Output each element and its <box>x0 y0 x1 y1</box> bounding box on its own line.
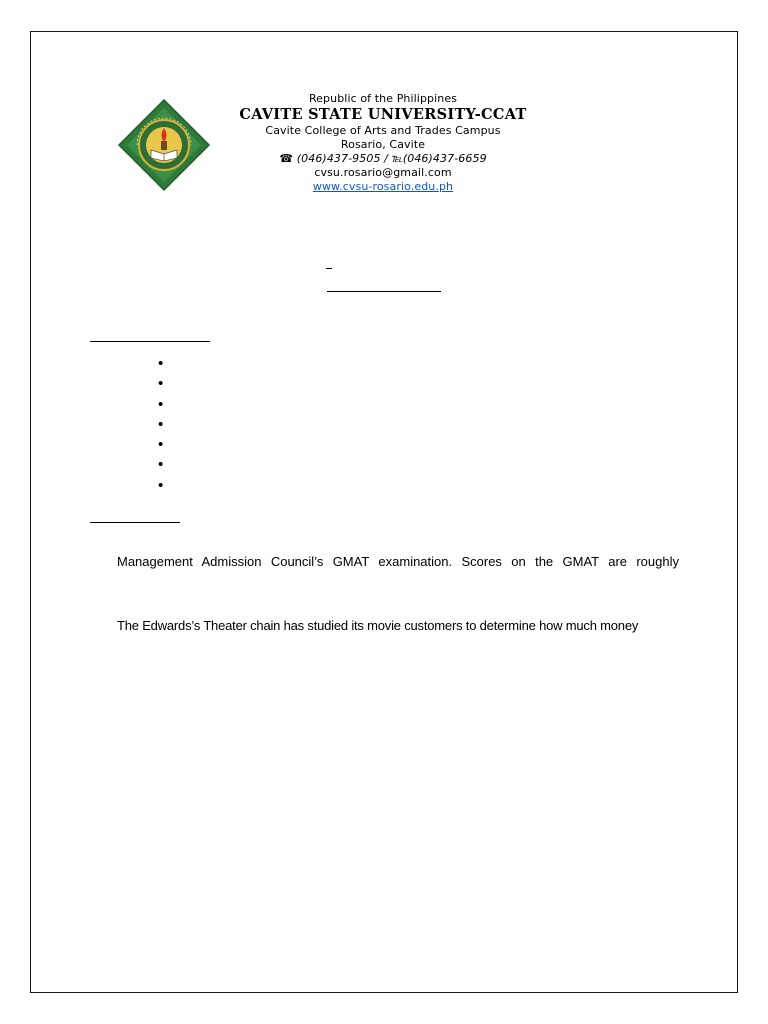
phone-icon: ☎ <box>279 152 294 165</box>
website-link[interactable]: www.cvsu-rosario.edu.ph <box>312 180 454 193</box>
list-item <box>158 478 163 498</box>
fax-icon: ℡ <box>391 152 403 165</box>
bullet-list <box>158 356 163 498</box>
paragraph-gmat: Management Admission Council’s GMAT examination. Scores on the GMAT are roughly <box>117 554 679 569</box>
list-item <box>158 437 163 457</box>
paragraph-theater: The Edwards’s Theater chain has studied its movie customers to determine how much money <box>117 618 639 633</box>
list-item <box>158 457 163 477</box>
section-heading-underline-2 <box>90 522 180 523</box>
university-seal-logo <box>117 98 211 192</box>
list-item <box>158 376 163 396</box>
republic-line: Republic of the Philippines <box>308 92 458 105</box>
phone-number: (046)437-9505 / <box>296 152 392 165</box>
contact-numbers <box>200 152 566 166</box>
list-item <box>158 417 163 437</box>
email-address: cvsu.rosario@gmail.com <box>314 166 452 179</box>
list-item <box>158 397 163 417</box>
section-heading-underline-1 <box>90 341 210 342</box>
fax-number: (046)437-6659 <box>402 152 487 165</box>
campus-name: Cavite College of Arts and Trades Campus <box>265 124 501 137</box>
letterhead <box>200 92 566 194</box>
university-name: CAVITE STATE UNIVERSITY-CCAT <box>239 106 527 123</box>
title-dash <box>326 268 332 269</box>
title-underline <box>327 291 441 292</box>
campus-location: Rosario, Cavite <box>340 138 426 151</box>
list-item <box>158 356 163 376</box>
